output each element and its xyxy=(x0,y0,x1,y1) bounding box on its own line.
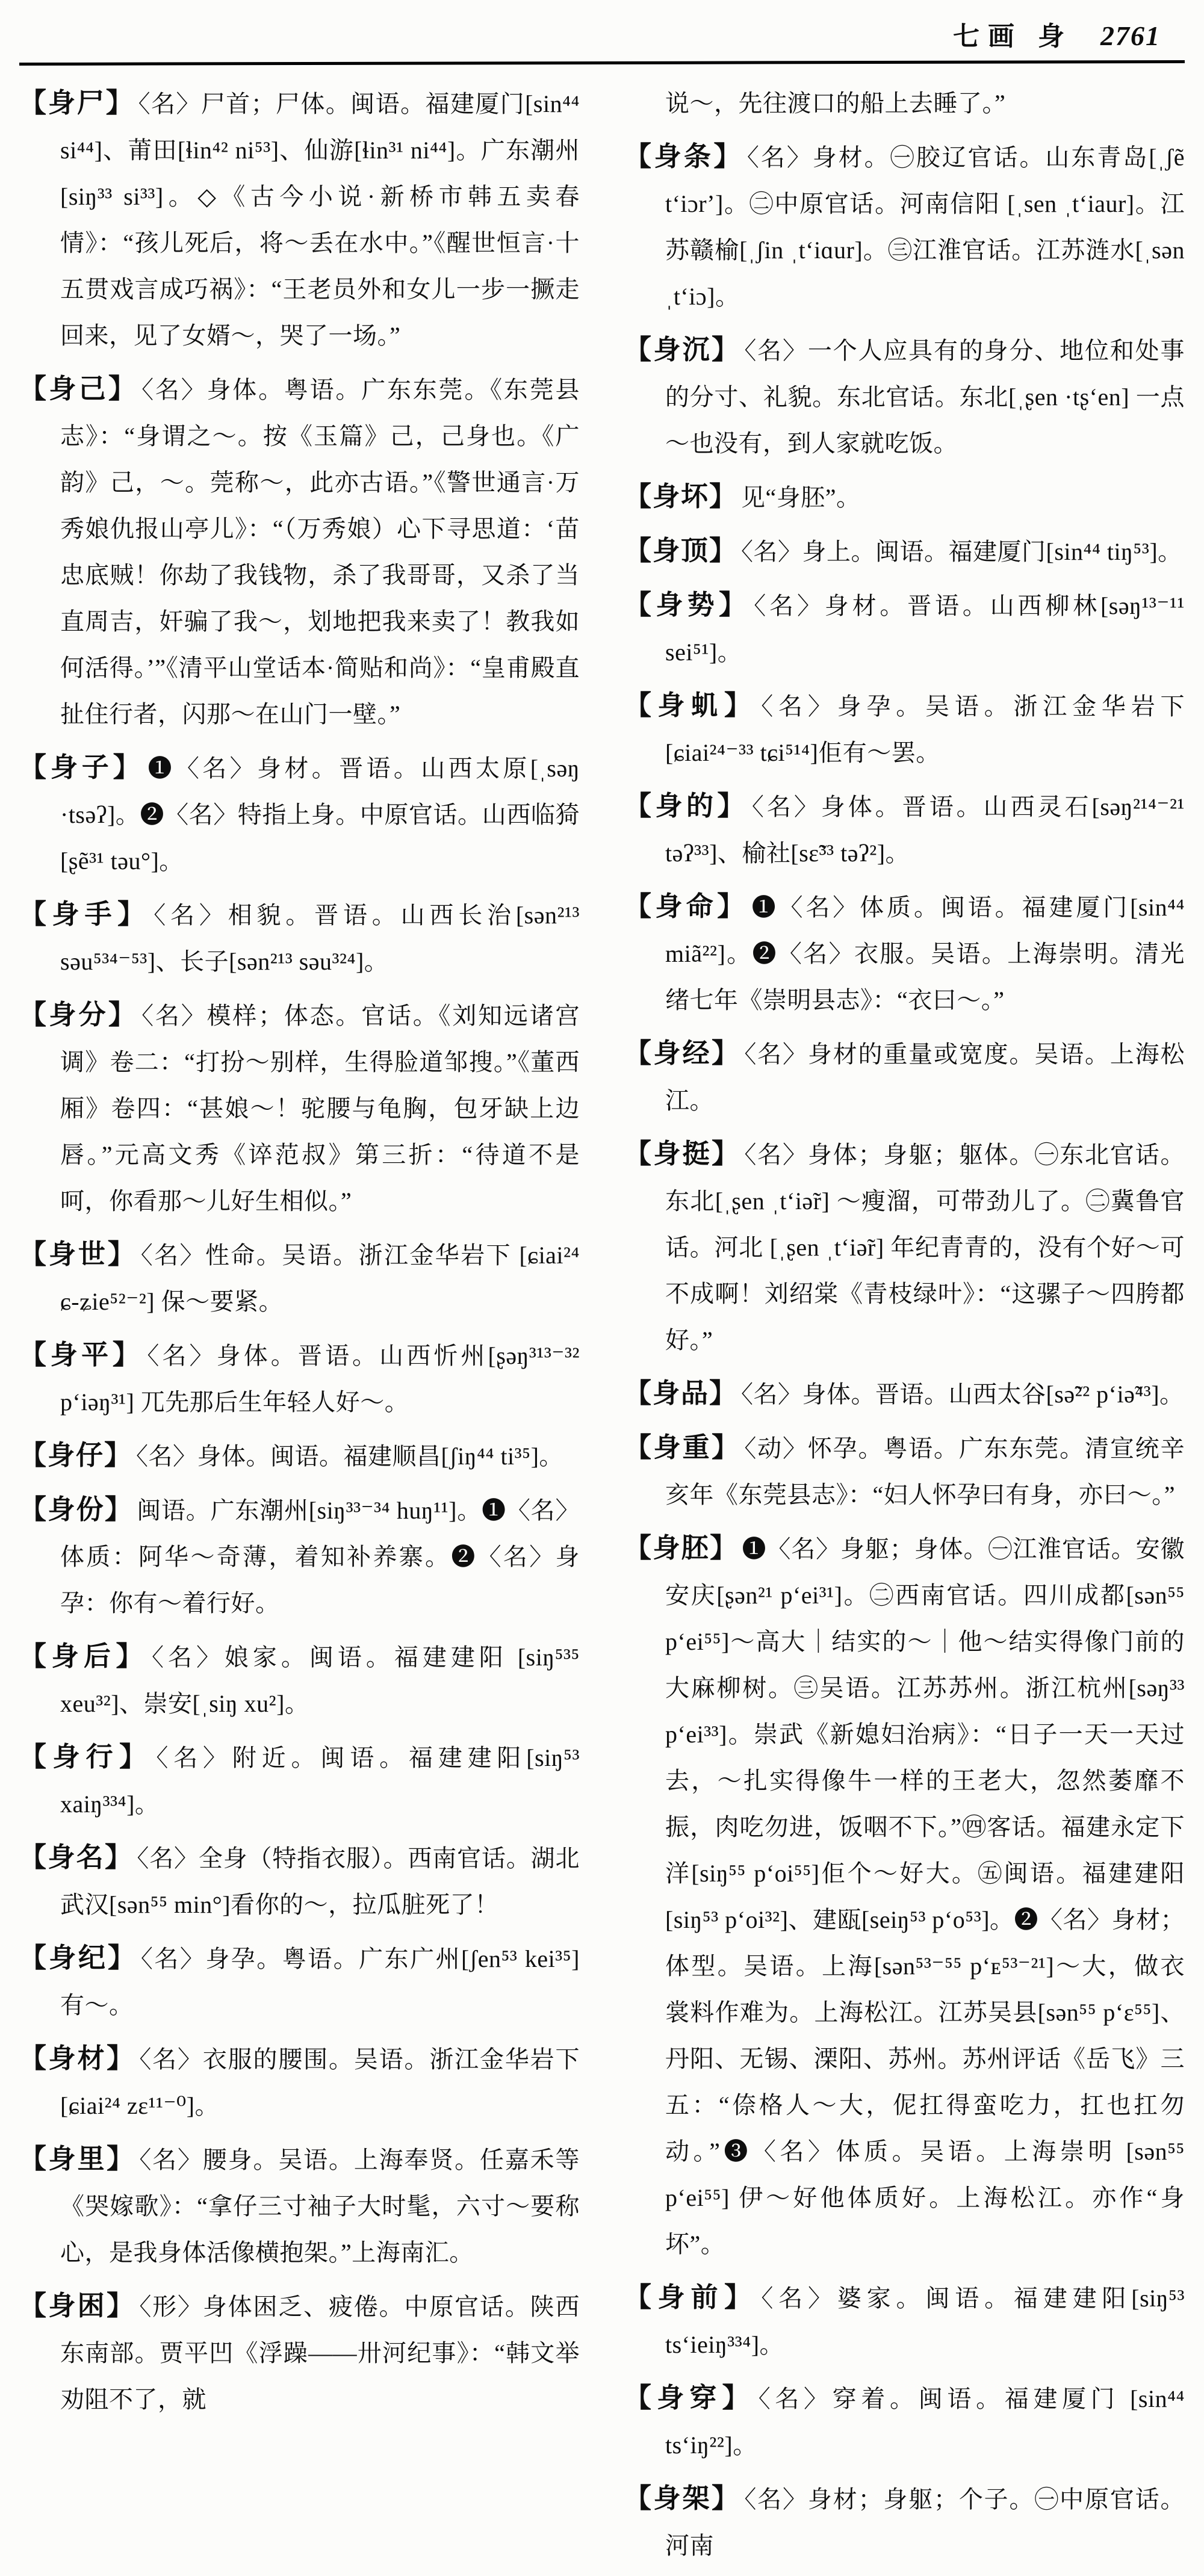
entry-headword: 【身虮】 xyxy=(624,690,758,720)
dict-entry xyxy=(624,884,1185,1023)
entry-body: 〈名〉身体。晋语。山西忻州[ʂəŋ³¹³⁻³² pʻiəŋ³¹] 兀先那后生年轻人好～。 xyxy=(60,1342,580,1416)
entry-headword: 【身手】 xyxy=(19,899,150,929)
entry-headword: 【身势】 xyxy=(624,590,751,620)
dict-entry xyxy=(624,582,1185,675)
dict-entry xyxy=(624,1370,1185,1417)
entry-headword: 【身分】 xyxy=(19,1000,138,1030)
entry-headword: 【身顶】 xyxy=(624,536,738,566)
entry-headword: 【身坏】 xyxy=(624,481,738,512)
entry-body: 〈形〉身体困乏、疲倦。中原官话。陕西东南部。贾平凹《浮躁——卅河纪事》：“韩文举劝阻不了，就 xyxy=(60,2293,580,2413)
entry-body: 〈名〉娘家。闽语。福建建阳 [siŋ⁵³⁵ xeu³²]、崇安[ˌsiŋ xu²]。 xyxy=(60,1644,580,1717)
dict-entry xyxy=(624,783,1185,876)
dict-entry xyxy=(19,1633,580,1727)
dict-entry xyxy=(19,891,580,985)
entry-headword: 【身子】 xyxy=(19,752,144,782)
entry-body: 〈名〉身体。粤语。广东东莞。《东莞县志》：“身谓之～。按《玉篇》己，己身也。《广韵》己，～。莞称～，此亦古语。”《警世通言·万秀娘仇报山亭儿》：“（万秀娘）心下寻思道：‘苗忠底贼！你劫了我钱物，杀了我哥哥，又杀了当直周吉，奸骗了我～，划地把我来卖了！教我如何活得。’”《清平山堂话本·简贴和尚》：“皇甫殿直扯住行者，闪那～在山门一壁。” xyxy=(60,376,580,728)
dict-entry xyxy=(624,528,1185,575)
entry-headword: 【身胚】 xyxy=(624,1533,739,1563)
dict-entry xyxy=(19,2136,580,2276)
dict-entry xyxy=(624,1425,1185,1518)
entry-headword: 【身架】 xyxy=(624,2483,741,2513)
content-columns xyxy=(19,80,1185,2576)
dict-entry xyxy=(624,1525,1185,2267)
dict-entry xyxy=(624,327,1185,466)
entry-headword: 【身经】 xyxy=(624,1038,741,1068)
dict-entry xyxy=(624,2375,1185,2468)
page-header xyxy=(19,11,1185,61)
entry-body: 〈名〉穿着。闽语。福建厦门 [sin⁴⁴ tsʻiŋ²²]。 xyxy=(665,2385,1185,2459)
dict-entry xyxy=(19,366,580,737)
dict-entry xyxy=(19,1487,580,1626)
entry-body: 〈名〉性命。吴语。浙江金华岩下 [ɕiai²⁴ ɕ-ʑie⁵²⁻²] 保～要紧。 xyxy=(60,1242,580,1315)
dict-entry xyxy=(19,1834,580,1928)
entry-body: 〈名〉身上。闽语。福建厦门[sin⁴⁴ tiŋ⁵³]。 xyxy=(741,538,1182,565)
entry-headword: 【身份】 xyxy=(19,1494,134,1525)
entry-body: 〈名〉身材。㊀胶辽官话。山东青岛[ˌʃẽ tʻiɔrʼ]。㊁中原官话。河南信阳 [ˌsen ˌtʻiaur]。江苏赣榆[ˌʃin ˌtʻiɑur]。㊂江淮官话。江苏涟水[ˌsən ˌtʻiɔ]。 xyxy=(665,144,1185,310)
entry-headword: 【身挺】 xyxy=(624,1139,741,1169)
entry-body: 〈名〉身体。晋语。山西灵石[səŋ²¹⁴⁻²¹ təʔ³³]、榆社[sɛ̃³³ təʔ²]。 xyxy=(665,793,1185,867)
entry-headword: 【身材】 xyxy=(19,2043,136,2073)
entry-headword: 【身纪】 xyxy=(19,1943,137,1973)
entry-headword: 【身世】 xyxy=(19,1239,137,1269)
entry-headword: 【身困】 xyxy=(19,2291,136,2321)
entry-body: 〈名〉模样；体态。官话。《刘知远诸宫调》卷二：“打扮～别样，生得脸道邹搜。”《董西厢》卷四：“甚娘～！驼腰与龟胸，包牙缺上边唇。”元高文秀《谇范叔》第三折：“待道不是呵，你看那～儿好生相似。” xyxy=(60,1002,580,1215)
entry-body: 〈名〉附近。闽语。福建建阳[siŋ⁵³ xaiŋ³³⁴]。 xyxy=(60,1744,580,1818)
entry-headword: 【身后】 xyxy=(19,1641,148,1671)
dict-entry xyxy=(624,474,1185,521)
entry-headword: 【身穿】 xyxy=(624,2383,755,2413)
dict-entry xyxy=(19,1231,580,1325)
entry-body: 〈动〉怀孕。粤语。广东东莞。清宣统辛亥年《东莞县志》：“妇人怀孕曰有身，亦曰～。” xyxy=(665,1435,1185,1508)
dict-entry xyxy=(19,1332,580,1425)
dict-entry xyxy=(624,1131,1185,1363)
dict-entry xyxy=(19,2283,580,2423)
entry-headword: 【身前】 xyxy=(624,2282,758,2312)
entry-body: 〈名〉衣服的腰围。吴语。浙江金华岩下[ɕiai²⁴ zɛ¹¹⁻⁰]。 xyxy=(60,2046,580,2119)
entry-headword: 【身己】 xyxy=(19,374,138,404)
entry-body: ❶〈名〉身材。晋语。山西太原[ˌsəŋ ·tsəʔ]。❷〈名〉特指上身。中原官话。山西临猗[ʂẽ³¹ təu°]。 xyxy=(60,755,580,875)
entry-body: 〈名〉一个人应具有的身分、地位和处事的分寸、礼貌。东北官话。东北[ˌʂen ·tʂʻen] 一点～也没有，到人家就吃饭。 xyxy=(665,337,1185,457)
entry-body: 〈名〉全身（特指衣服）。西南官话。湖北武汉[sən⁵⁵ min°]看你的～，拉瓜脏死了！ xyxy=(60,1845,580,1918)
entry-headword: 【身重】 xyxy=(624,1432,741,1463)
dict-entry xyxy=(624,80,1185,126)
entry-body: ❶〈名〉身躯；身体。㊀江淮官话。安徽安庆[ʂən²¹ pʻei³¹]。㊁西南官话。四川成都[sən⁵⁵ pʻei⁵⁵]～高大｜结实的～｜他～结实得像门前的大麻柳树。㊂吴语。江苏苏州。浙江杭州[səŋ³³ pʻei³³]。崇武《新媳妇治病》：“日子一天一天过去，～扎实得像牛一样的王老大，忽然萎靡不振，肉吃勿进，饭咽不下。”㊃客话。福建永定下洋[siŋ⁵⁵ pʻoi⁵⁵]佢个～好大。㊄闽语。福建建阳[siŋ⁵³ pʻoi³²]、建瓯[seiŋ⁵³ pʻo⁵³]。❷〈名〉身材；体型。吴语。上海[sən⁵³⁻⁵⁵ pʻᴇ⁵³⁻²¹]～大，做衣裳料作难为。上海松江。江苏吴县[sən⁵⁵ pʻɛ⁵⁵]、丹阳、无锡、溧阳、苏州。苏州评话《岳飞》三五：“倷格人～大，伲扛得蛮吃力，扛也扛勿动。”❸〈名〉体质。吴语。上海崇明 [sən⁵⁵ pʻei⁵⁵] 伊～好他体质好。上海松江。亦作“身坏”。 xyxy=(665,1535,1185,2258)
entry-headword: 【身命】 xyxy=(624,891,748,921)
dict-entry xyxy=(624,683,1185,776)
dict-entry xyxy=(624,134,1185,320)
entry-body: 〈名〉尸首；尸体。闽语。福建厦门[sin⁴⁴ si⁴⁴]、莆田[ɬin⁴² ni⁵³]、仙游[ɬin³¹ ni⁴⁴]。广东潮州[siŋ³³ si³³]。◇《古今小说·新桥市韩五卖春情》：“孩儿死后，将～丢在水中。”《醒世恒言·十五贯戏言成巧祸》：“王老员外和女儿一步一撅走回来，见了女婿～，哭了一场。” xyxy=(60,90,580,349)
entry-body: 闽语。广东潮州[siŋ³³⁻³⁴ huŋ¹¹]。❶〈名〉体质：阿华～奇薄，着知补养寨。❷〈名〉身孕：你有～着行好。 xyxy=(60,1497,580,1617)
entry-headword: 【身仔】 xyxy=(19,1440,133,1470)
entry-headword: 【身平】 xyxy=(19,1340,144,1370)
entry-headword: 【身条】 xyxy=(624,141,743,172)
entry-body: 〈名〉身材；身躯；个子。㊀中原官话。河南 xyxy=(665,2486,1185,2559)
dict-entry xyxy=(624,2274,1185,2368)
entry-body: 〈名〉身材。晋语。山西柳林[səŋ¹³⁻¹¹ sei⁵¹]。 xyxy=(665,592,1185,666)
entry-body: 〈名〉腰身。吴语。上海奉贤。任嘉禾等《哭嫁歌》：“拿仔三寸袖子大时髦，六寸～要称心，是我身体活像横抱架。”上海南汇。 xyxy=(60,2146,580,2266)
entry-body: 〈名〉身孕。粤语。广东广州[ʃen⁵³ kei³⁵]有～。 xyxy=(60,1945,580,2019)
entry-headword: 【身品】 xyxy=(624,1378,738,1408)
entry-body: 说～，先往渡口的船上去睡了。” xyxy=(665,90,1006,117)
entry-headword: 【身行】 xyxy=(19,1742,153,1772)
entry-body: 〈名〉婆家。闽语。福建建阳[siŋ⁵³ tsʻieiŋ³³⁴]。 xyxy=(665,2285,1185,2358)
dict-entry xyxy=(19,992,580,1224)
entry-headword: 【身名】 xyxy=(19,1842,134,1872)
entry-headword: 【身尸】 xyxy=(19,88,135,118)
entry-body: 〈名〉身体。闽语。福建顺昌[ʃiŋ⁴⁴ ti³⁵]。 xyxy=(136,1443,563,1470)
entry-body: ❶〈名〉体质。闽语。福建厦门[sin⁴⁴ miã²²]。❷〈名〉衣服。吴语。上海崇明。清光绪七年《崇明县志》：“衣曰～。” xyxy=(665,894,1185,1014)
entry-headword: 【身沉】 xyxy=(624,335,741,365)
entry-body: 〈名〉身孕。吴语。浙江金华岩下 [ɕiai²⁴⁻³³ tɕi⁵¹⁴]佢有～罢。 xyxy=(665,693,1185,766)
dict-entry xyxy=(624,1030,1185,1124)
column-right xyxy=(624,80,1185,2576)
dict-entry xyxy=(624,2475,1185,2569)
dict-entry xyxy=(19,2036,580,2129)
section-label: 七画 身 xyxy=(953,22,1073,51)
dict-entry xyxy=(19,1432,580,1479)
entry-headword: 【身里】 xyxy=(19,2144,136,2174)
entry-body: 〈名〉相貌。晋语。山西长治[sən²¹³ səu⁵³⁴⁻⁵³]、长子[sən²¹³ səu³²⁴]。 xyxy=(60,902,580,975)
page-number: 2761 xyxy=(1100,20,1161,51)
dict-entry xyxy=(19,745,580,884)
entry-body: 〈名〉身体。晋语。山西太谷[sə̃²² pʻiə̃⁴³]。 xyxy=(741,1381,1184,1408)
column-left xyxy=(19,80,580,2576)
entry-body: 〈名〉身材的重量或宽度。吴语。上海松江。 xyxy=(665,1041,1185,1114)
dict-entry xyxy=(19,1734,580,1827)
entry-headword: 【身的】 xyxy=(624,791,748,821)
dict-entry xyxy=(19,1935,580,2028)
entry-body: 〈名〉身体；身躯；躯体。㊀东北官话。东北[ˌʂen ˌtʻiə̃r] ～瘦溜，可带劲儿了。㊁冀鲁官话。河北 [ˌʂen ˌtʻiə̃r] 年纪青青的，没有个好～可不成啊！刘绍棠《青枝绿叶》：“这骡子～四胯都好。” xyxy=(665,1141,1185,1354)
entry-body: 见“身胚”。 xyxy=(741,484,861,511)
dict-entry xyxy=(19,80,580,359)
